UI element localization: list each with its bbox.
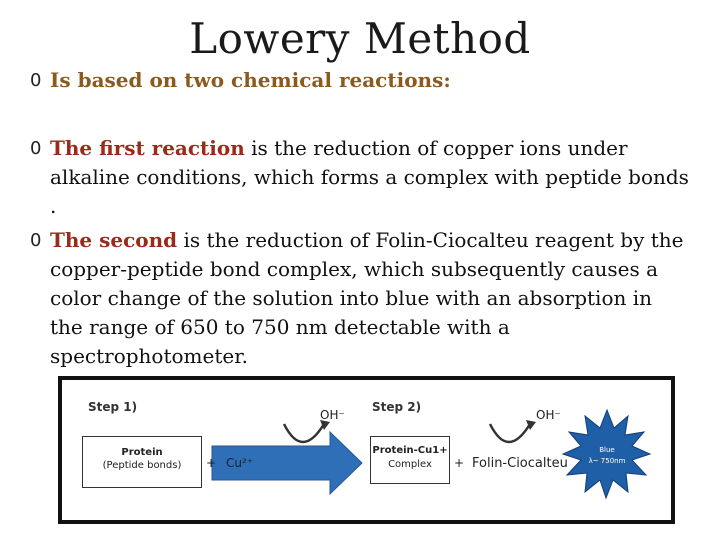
plus-sign: + (454, 456, 465, 470)
curved-arrow-icon (490, 424, 530, 442)
hydroxide-label: OH⁻ (320, 408, 345, 422)
blue-starburst-icon (563, 410, 650, 498)
step1-label: Step 1) (88, 400, 138, 414)
copper-ion-label: Cu²⁺ (226, 456, 254, 470)
bullet-text (50, 134, 690, 221)
blue-result-label: Blue (599, 446, 615, 454)
complex-sub-label: Complex (388, 459, 432, 470)
hydroxide-label: OH⁻ (536, 408, 561, 422)
bullet-highlight: The second (50, 228, 178, 252)
peptide-bonds-label: (Peptide bonds) (102, 460, 182, 471)
bullet-text (50, 226, 690, 371)
protein-box (82, 436, 202, 488)
slide-title: Lowery Method (189, 14, 531, 63)
curved-arrow-icon (284, 424, 324, 442)
reaction-diagram (58, 376, 675, 524)
protein-label: Protein (121, 447, 163, 458)
bullet-body: is the reduction of Folin-Ciocalteu reagent by the copper-peptide bond complex, which subsequently causes a color change of the solution into blue with an absorption in the range of 650 to 750 nm detectable with a spectrophotometer. (50, 228, 684, 368)
bullet-marker: 0 (30, 70, 42, 91)
step2-label: Step 2) (372, 400, 422, 414)
bullet-text: Is based on two chemical reactions: (50, 68, 451, 92)
bullet-marker: 0 (30, 230, 42, 251)
bullet-body: is the reduction of copper ions under alkaline conditions, which forms a complex with peptide bonds . (50, 136, 689, 218)
complex-box (370, 436, 450, 484)
wavelength-label: λ~ 750nm (588, 457, 626, 465)
bullet-highlight: The first reaction (50, 136, 245, 160)
complex-label: Protein-Cu1+ (372, 445, 448, 456)
plus-sign: + (206, 456, 217, 470)
folin-ciocalteu-label: Folin-Ciocalteu (472, 456, 568, 471)
bullet-marker: 0 (30, 138, 42, 159)
